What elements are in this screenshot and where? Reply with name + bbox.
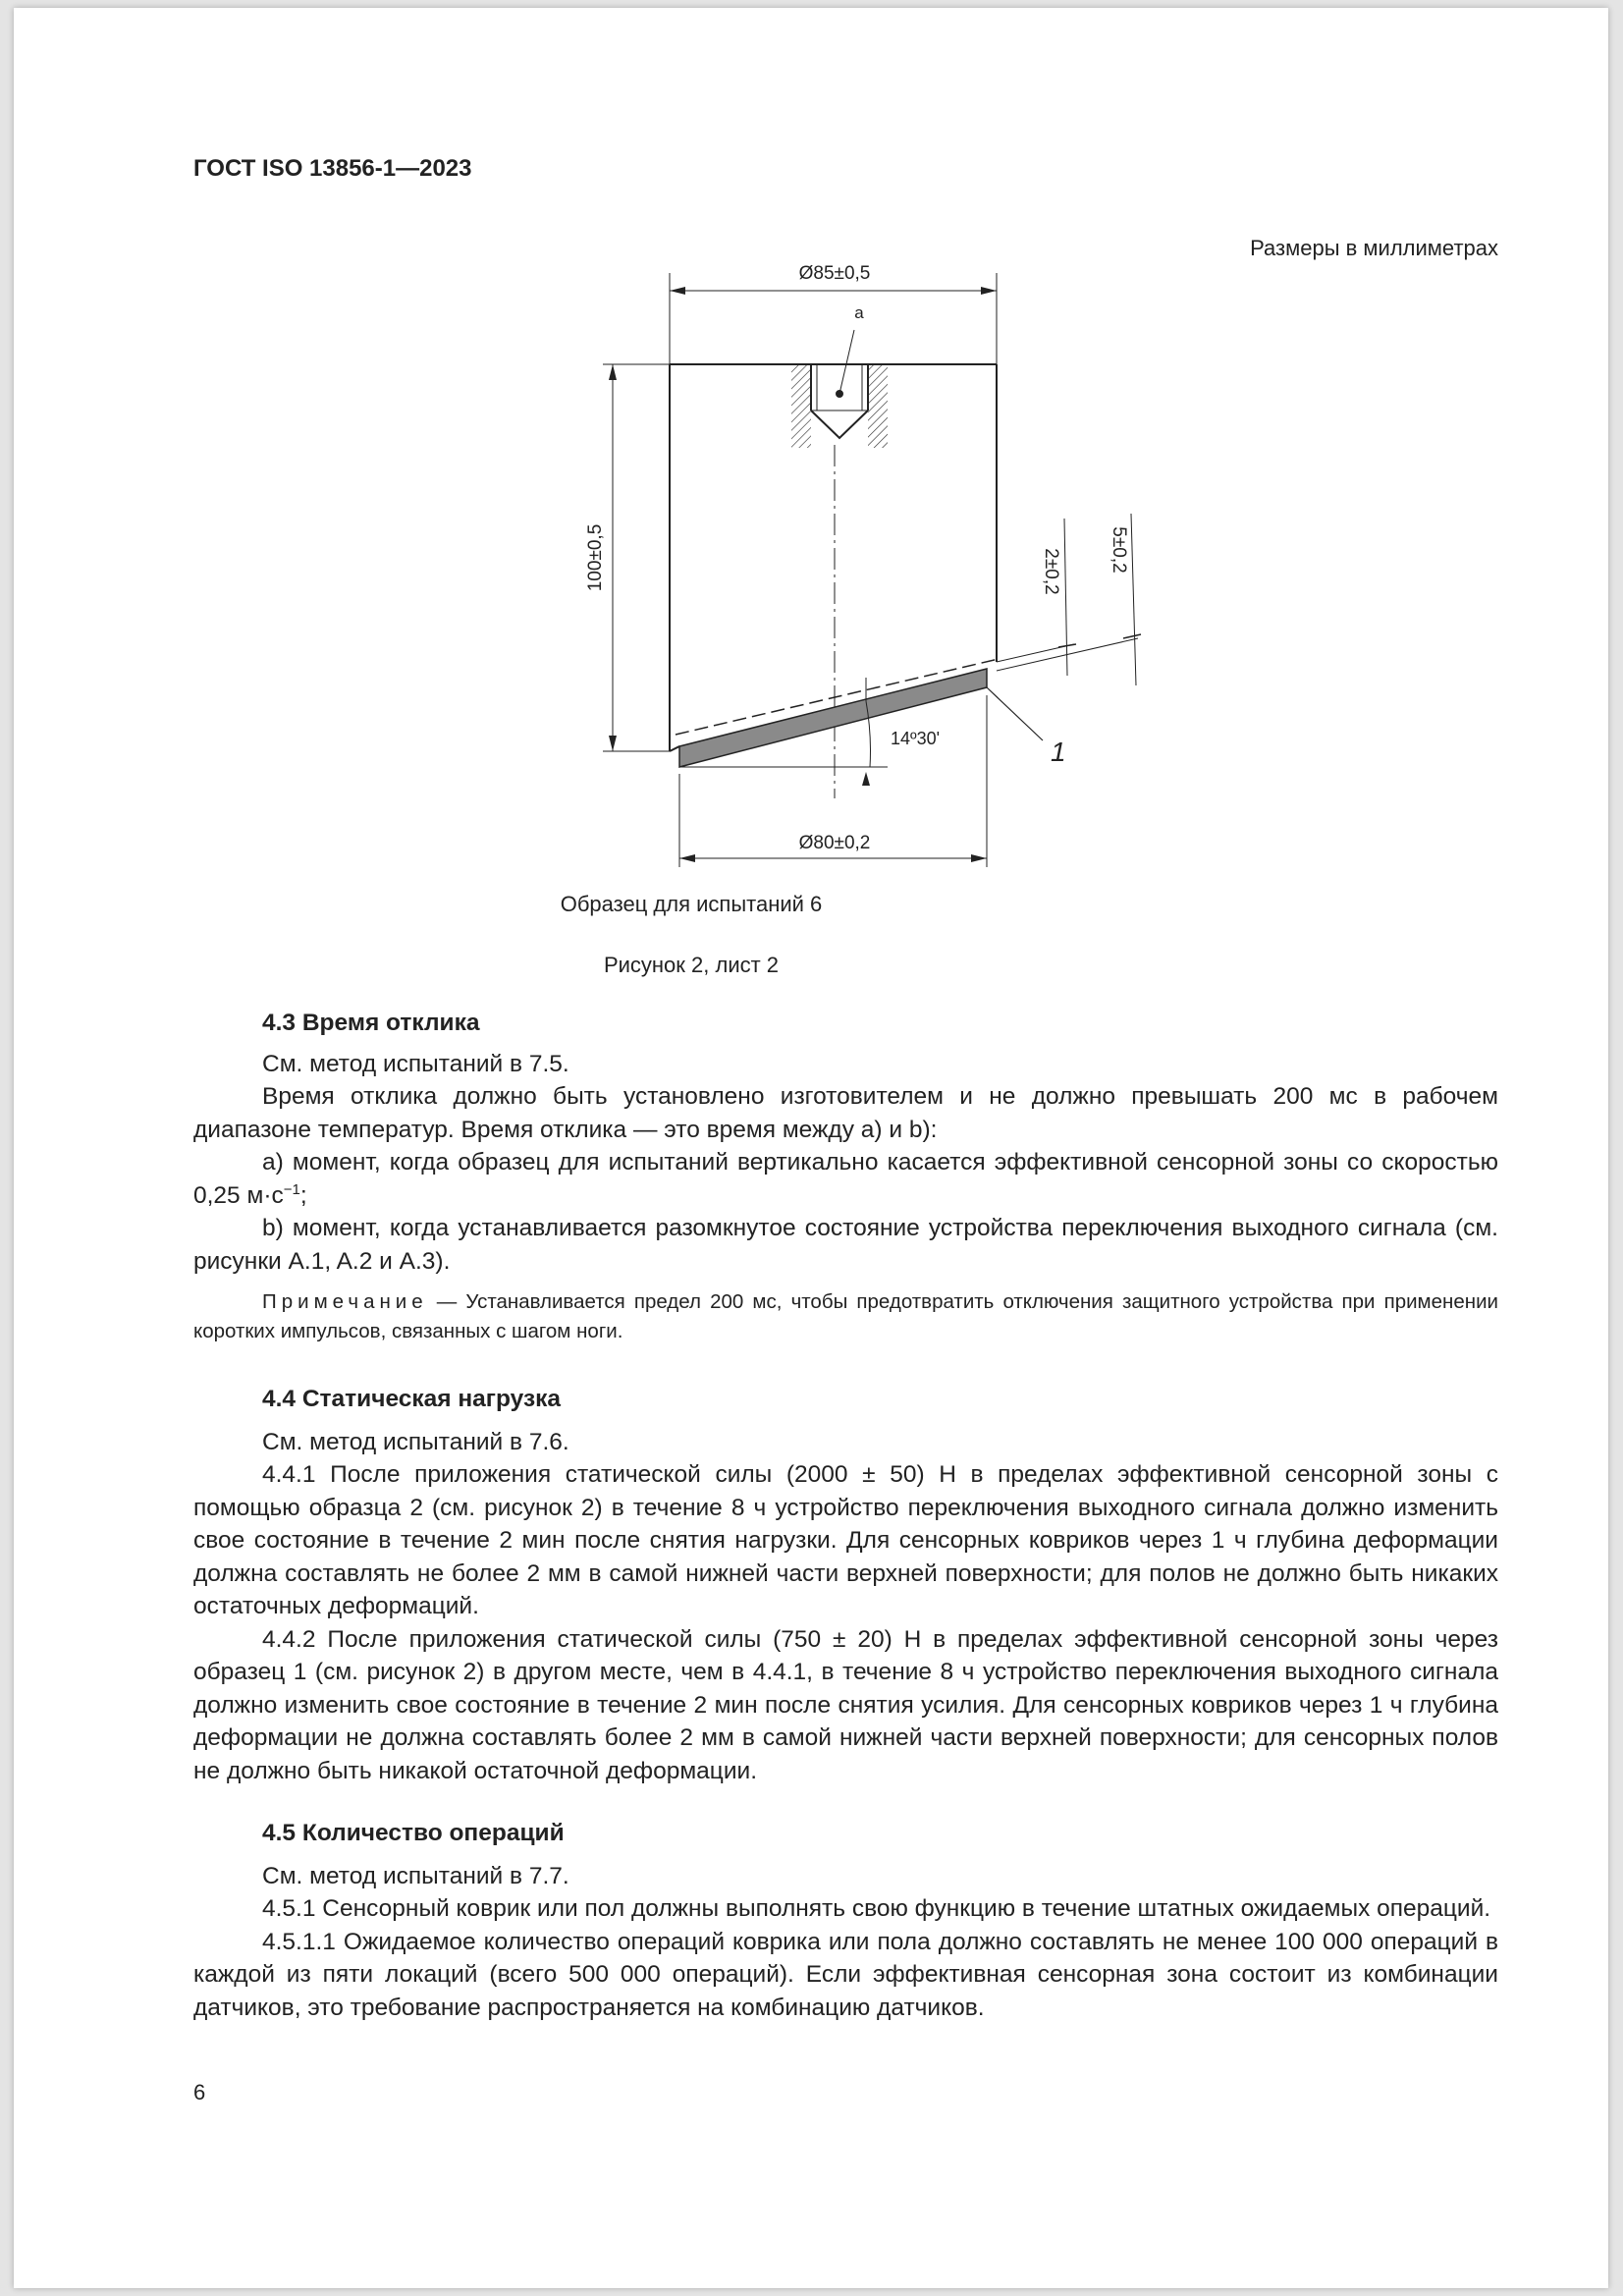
punctuation: ; — [299, 1181, 307, 1209]
dim-height-label: 100±0,5 — [585, 523, 606, 592]
list-item-a — [193, 1146, 1498, 1212]
list-item-b: b) момент, когда устанавливается разомкнутое состояние устройства переключения выходного сигнала (см. рисунки A.1, A.2 и A.3). — [193, 1215, 1498, 1275]
note — [193, 1287, 1498, 1346]
paragraph: См. метод испытаний в 7.5. — [262, 1050, 569, 1077]
units-note: Размеры в миллиметрах — [1250, 236, 1498, 260]
dim-5-label: 5±0,2 — [1109, 526, 1129, 574]
angle-label: 14º30' — [891, 729, 941, 748]
hole-hatch-right — [868, 364, 888, 448]
paragraph: См. метод испытаний в 7.6. — [262, 1428, 569, 1455]
superscript: −1 — [283, 1180, 300, 1198]
dim-bottom-label: Ø80±0,2 — [798, 833, 871, 853]
paragraph: 4.5.1.1 Ожидаемое количество операций коврика или пола должно составлять не менее 100 000 операций в каждой из пяти локаций (всего 500 000 операций). Если эффективная сенсорная зона состоит из комбинации датчиков, это требование распространяется на комбинацию датчиков. — [193, 1928, 1498, 2021]
item-1-label: 1 — [1051, 737, 1066, 767]
document-page — [14, 8, 1608, 2288]
document-header: ГОСТ ISO 13856-1—2023 — [193, 155, 472, 182]
paragraph: См. метод испытаний в 7.7. — [262, 1862, 569, 1889]
section-4-4-heading: 4.4 Статическая нагрузка — [262, 1386, 562, 1412]
technical-drawing — [564, 265, 1172, 884]
dim-top-label: Ø85±0,5 — [798, 265, 871, 284]
hole-hatch-left — [791, 364, 811, 448]
list-item-a-text: a) момент, когда образец для испытаний вертикально касается эффективной сенсорной зоны со скоростью 0,25 м·с — [193, 1149, 1498, 1209]
page-number: 6 — [193, 2080, 206, 2105]
pad-1 — [679, 669, 987, 767]
note-text: — Устанавливается предел 200 мс, чтобы предотвратить отключения защитного устройства при применении коротких импульсов, связанных с шагом ноги. — [193, 1290, 1498, 1342]
paragraph: 4.4.2 После приложения статической силы (750 ± 20) Н в пределах эффективной сенсорной зоны через образец 1 (см. рисунок 2) в другом месте, чем в 4.4.1, в течение 8 ч устройство переключения выходного сигнала должно изменить свое состояние в течение 2 мин после снятия усилия. Для сенсорных ковриков через 1 ч глубина деформации не должна составлять более 2 мм в самой нижней части верхней поверхности; для сенсорных полов не должно быть никакой остаточной деформации. — [193, 1625, 1498, 1784]
section-4-5 — [193, 1817, 1498, 2024]
section-4-4 — [193, 1383, 1498, 1787]
section-4-5-heading: 4.5 Количество операций — [262, 1820, 565, 1846]
figure-caption: Рисунок 2, лист 2 — [603, 953, 780, 977]
sample-caption: Образец для испытаний 6 — [560, 892, 823, 916]
paragraph: 4.4.1 После приложения статической силы (2000 ± 50) Н в пределах эффективной сенсорной зоны с помощью образца 2 (см. рисунок 2) в течение 8 ч устройство переключения выходного сигнала должно изменить свое состояние в течение 2 мин после снятия нагрузки. Для сенсорных ковриков через 1 ч глубина деформации должна составлять не более 2 мм в самой нижней части верхней поверхности; для полов не должно быть никаких остаточных деформаций. — [193, 1461, 1498, 1619]
paragraph: 4.5.1 Сенсорный коврик или пол должны выполнять свою функцию в течение штатных ожидаемых операций. — [262, 1895, 1491, 1922]
section-4-3-heading: 4.3 Время отклика — [262, 1010, 480, 1036]
thread-label: a — [854, 303, 864, 322]
section-4-3 — [193, 1007, 1498, 1346]
note-label: Примечание — [262, 1290, 428, 1313]
paragraph: Время отклика должно быть установлено изготовителем и не должно превышать 200 мс в рабочем диапазоне температур. Время отклика — это время между a) и b): — [193, 1083, 1498, 1143]
dim-2-label: 2±0,2 — [1041, 548, 1061, 595]
